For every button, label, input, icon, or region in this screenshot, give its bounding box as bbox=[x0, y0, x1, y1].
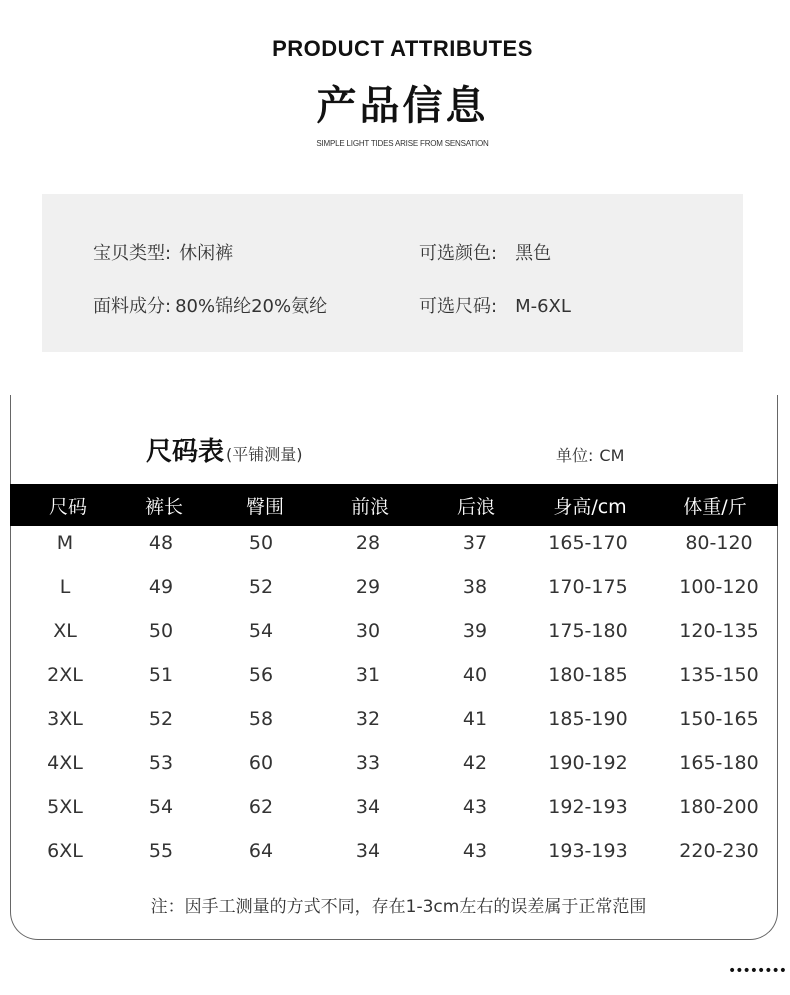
table-cell: 5XL bbox=[47, 796, 83, 818]
column-header: 尺码 bbox=[48, 496, 87, 518]
table-cell: 43 bbox=[462, 796, 488, 818]
table-cell: 34 bbox=[355, 796, 381, 818]
unit-label-text: 单位: bbox=[556, 446, 594, 465]
attribute-value: 80%锦纶20%氨纶 bbox=[175, 296, 328, 317]
unit-value: CM bbox=[599, 446, 625, 465]
table-row bbox=[0, 576, 790, 606]
attribute-label: 宝贝类型: bbox=[93, 243, 172, 264]
table-cell: 220-230 bbox=[679, 840, 759, 862]
table-row bbox=[0, 620, 790, 650]
table-cell: 180-200 bbox=[679, 796, 759, 818]
title-cn: 产品信息 bbox=[316, 83, 489, 129]
attribute-label: 可选颜色: bbox=[419, 243, 498, 264]
attribute-value: 休闲裤 bbox=[179, 243, 234, 264]
table-cell: 135-150 bbox=[679, 664, 759, 686]
column-header: 前浪 bbox=[350, 496, 389, 518]
table-header bbox=[10, 484, 778, 526]
table-cell: 52 bbox=[248, 576, 274, 598]
table-cell: 54 bbox=[248, 620, 274, 642]
table-cell: 41 bbox=[462, 708, 488, 730]
subtitle: SIMPLE LIGHT TIDES ARISE FROM SENSATION bbox=[316, 139, 489, 148]
table-cell: 4XL bbox=[47, 752, 83, 774]
table-row bbox=[0, 840, 790, 870]
table-cell: 60 bbox=[248, 752, 274, 774]
table-cell: 37 bbox=[462, 532, 488, 554]
table-cell: 192-193 bbox=[548, 796, 628, 818]
column-header: 身高/cm bbox=[553, 496, 627, 518]
table-cell: 42 bbox=[462, 752, 488, 774]
table-cell: M bbox=[56, 532, 74, 554]
table-cell: 52 bbox=[148, 708, 174, 730]
table-cell: XL bbox=[53, 620, 77, 642]
table-row bbox=[0, 532, 790, 562]
table-cell: 51 bbox=[148, 664, 174, 686]
table-cell: 33 bbox=[355, 752, 381, 774]
attribute-fabric bbox=[93, 292, 327, 318]
attribute-label: 面料成分: bbox=[93, 296, 172, 317]
table-row bbox=[0, 752, 790, 782]
attribute-value: 黑色 bbox=[515, 243, 552, 264]
table-cell: 53 bbox=[148, 752, 174, 774]
table-row bbox=[0, 708, 790, 738]
attributes-panel bbox=[42, 194, 743, 352]
table-cell: 64 bbox=[248, 840, 274, 862]
table-cell: 50 bbox=[248, 532, 274, 554]
table-cell: 28 bbox=[355, 532, 381, 554]
table-cell: 150-165 bbox=[679, 708, 759, 730]
table-cell: 193-193 bbox=[548, 840, 628, 862]
table-cell: 43 bbox=[462, 840, 488, 862]
table-cell: 170-175 bbox=[548, 576, 628, 598]
attribute-sizes bbox=[419, 292, 571, 318]
column-header: 后浪 bbox=[456, 496, 495, 518]
attribute-value: M-6XL bbox=[515, 296, 571, 317]
table-cell: 185-190 bbox=[548, 708, 628, 730]
table-cell: 30 bbox=[355, 620, 381, 642]
column-header: 体重/斤 bbox=[683, 496, 747, 518]
attribute-color bbox=[419, 239, 551, 265]
table-cell: 40 bbox=[462, 664, 488, 686]
table-row bbox=[0, 664, 790, 694]
table-cell: 54 bbox=[148, 796, 174, 818]
table-cell: 29 bbox=[355, 576, 381, 598]
table-cell: 165-170 bbox=[548, 532, 628, 554]
size-chart-title bbox=[146, 431, 303, 468]
table-cell: 39 bbox=[462, 620, 488, 642]
table-row bbox=[0, 796, 790, 826]
table-cell: 38 bbox=[462, 576, 488, 598]
table-cell: 31 bbox=[355, 664, 381, 686]
column-header: 裤长 bbox=[144, 496, 183, 518]
column-header: 臀围 bbox=[245, 496, 284, 518]
attribute-type bbox=[93, 239, 233, 265]
table-cell: 62 bbox=[248, 796, 274, 818]
table-cell: L bbox=[59, 576, 71, 598]
table-cell: 32 bbox=[355, 708, 381, 730]
footnote: 注：因手工测量的方式不同，存在1-3cm左右的误差属于正常范围 bbox=[150, 897, 647, 917]
table-cell: 49 bbox=[148, 576, 174, 598]
table-cell: 50 bbox=[148, 620, 174, 642]
table-cell: 80-120 bbox=[685, 532, 753, 554]
table-cell: 58 bbox=[248, 708, 274, 730]
table-cell: 48 bbox=[148, 532, 174, 554]
more-indicator: •••••••• bbox=[728, 963, 787, 979]
table-cell: 165-180 bbox=[679, 752, 759, 774]
size-chart-heading: 尺码表 bbox=[146, 437, 225, 467]
table-cell: 6XL bbox=[47, 840, 83, 862]
size-chart-note: (平铺测量) bbox=[226, 445, 303, 464]
table-cell: 180-185 bbox=[548, 664, 628, 686]
table-cell: 100-120 bbox=[679, 576, 759, 598]
table-cell: 3XL bbox=[47, 708, 83, 730]
table-cell: 56 bbox=[248, 664, 274, 686]
attribute-label: 可选尺码: bbox=[419, 296, 498, 317]
table-cell: 55 bbox=[148, 840, 174, 862]
table-cell: 120-135 bbox=[679, 620, 759, 642]
table-cell: 34 bbox=[355, 840, 381, 862]
table-cell: 175-180 bbox=[548, 620, 628, 642]
title-en: PRODUCT ATTRIBUTES bbox=[272, 36, 533, 61]
table-cell: 190-192 bbox=[548, 752, 628, 774]
table-cell: 2XL bbox=[47, 664, 83, 686]
unit-label bbox=[556, 443, 624, 466]
